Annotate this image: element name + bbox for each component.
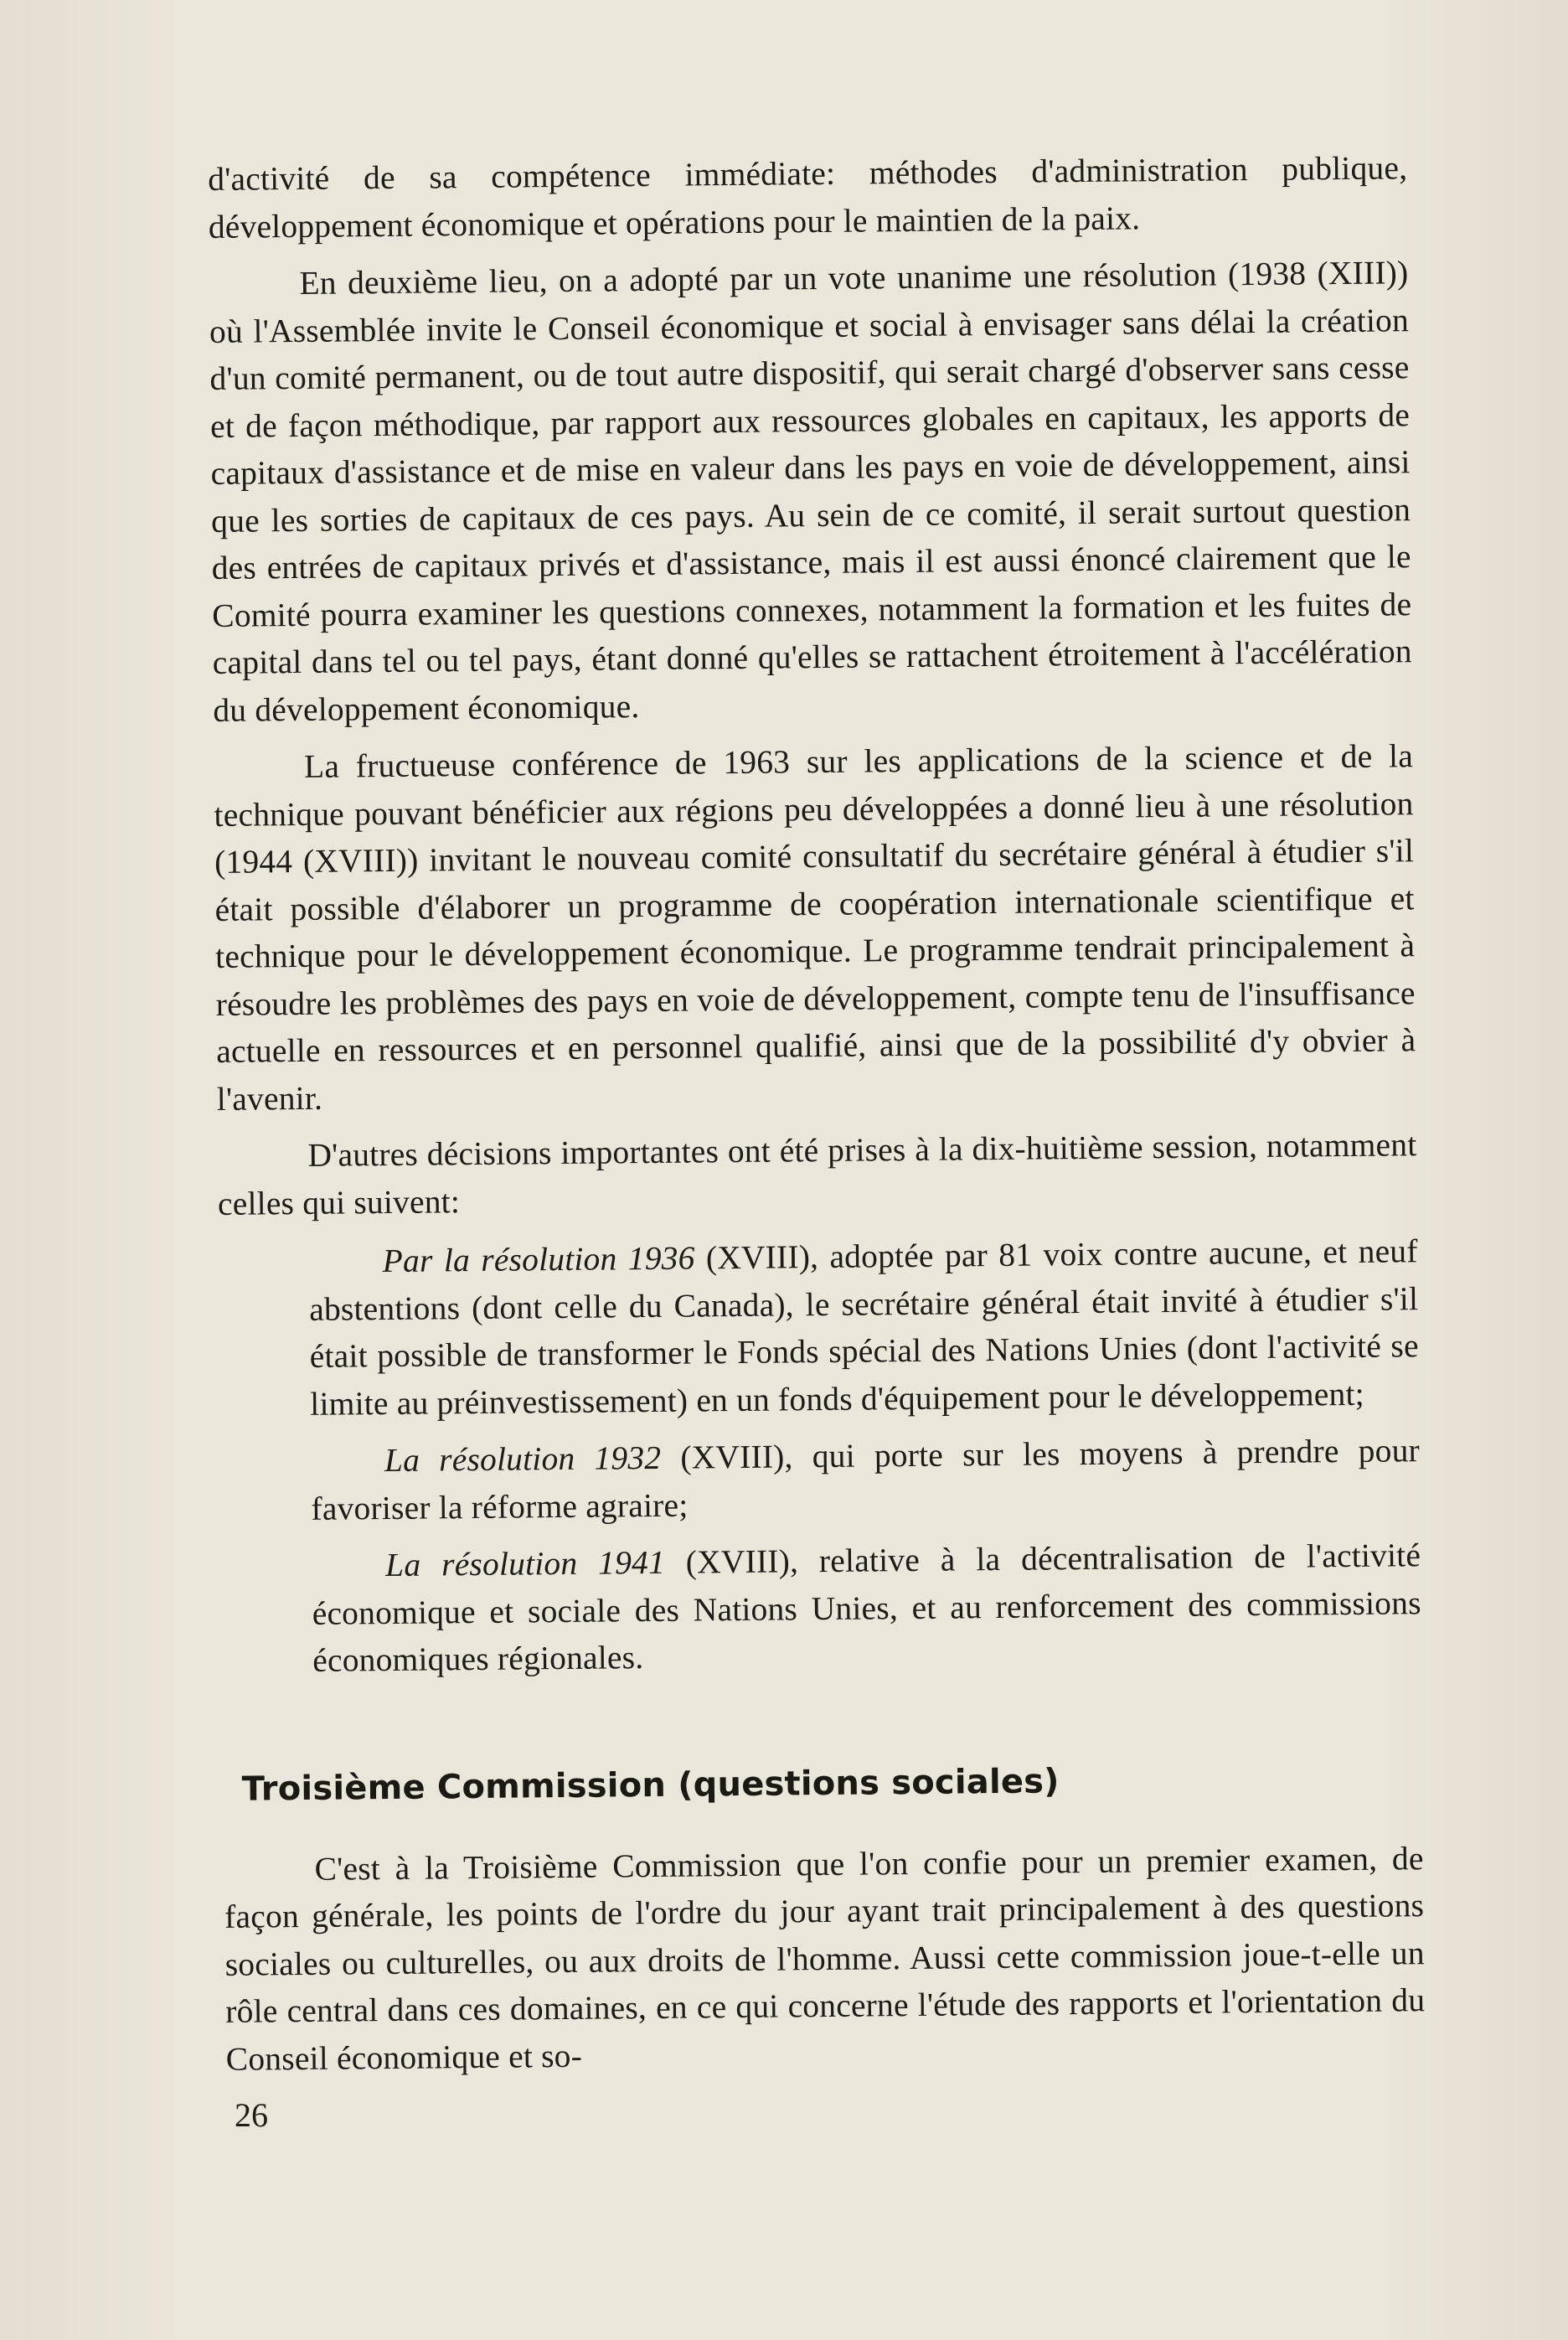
body-text xyxy=(208,144,1426,2083)
resolution-item-text: (XVIII), relative à la décentralisation de l'activité économique et sociale des Nations Unies, et au renforcement des commissions économiques régionales. xyxy=(312,1537,1421,1679)
paragraph-other-decisions: D'autres décisions importantes ont été prises à la dix-huitième session, notamment celles qui suivent: xyxy=(217,1126,1417,1222)
resolution-item-text: (XVIII), adoptée par 81 voix contre aucune, et neuf abstentions (dont celle du Canada), le secrétaire général était invité à étudier s'il était possible de transformer le Fonds spécial des Nations Unies (dont l'activité se limite au préinvestissement) en un fonds d'équipement pour le développement; xyxy=(309,1232,1419,1423)
section-paragraph: C'est à la Troisième Commission que l'on confie pour un premier examen, de façon générale, les points de l'ordre du jour ayant trait principalement à des questions sociales ou culturelles, ou aux droits de l'homme. Aussi cette commission joue-t-elle un rôle central dans ces domaines, en ce qui concerne l'étude des rapports et l'orientation du Conseil économique et so- xyxy=(224,1839,1426,2078)
paragraph-conference-1963: La fructueuse conférence de 1963 sur les applications de la science et de la technique pouvant bénéficier aux régions peu développées a donné lieu à une résolution (1944 (XVIII)) invitant le nouveau comité consultatif du secrétaire général à étudier s'il était possible d'élaborer un programme de coopération internationale scientifique et technique pour le développement économique. Le programme tendrait principalement à résoudre les problèmes des pays en voie de développement, compte tenu de l'insuffisance actuelle en ressources et en personnel qualifié, ainsi que de la possibilité d'y obvier à l'avenir. xyxy=(214,737,1416,1118)
resolution-item-text: (XVIII), qui porte sur les moyens à prendre pour favoriser la réforme agraire; xyxy=(311,1432,1421,1527)
resolution-item-1932 xyxy=(311,1427,1421,1532)
page-number: 26 xyxy=(235,2096,268,2134)
paragraph-continuation: d'activité de sa compétence immédiate: méthodes d'administration publique, développement économique et opérations pour le maintien de la paix. xyxy=(208,149,1408,245)
resolution-item-1941 xyxy=(312,1532,1422,1684)
resolution-item-lead: La résolution 1941 xyxy=(384,1543,666,1584)
resolution-item-lead: Par la résolution 1936 xyxy=(382,1239,695,1280)
section-heading: Troisième Commission (questions sociales) xyxy=(241,1761,1060,1809)
paragraph-resolution-1938: En deuxième lieu, on a adopté par un vote unanime une résolution (1938 (XIII)) où l'Assemblée invite le Conseil économique et social à envisager sans délai la création d'un comité permanent, ou de tout autre dispositif, qui serait chargé d'observer sans cesse et de façon méthodique, par rapport aux ressources globales en capitaux, les apports de capitaux d'assistance et de mise en valeur dans les pays en voie de développement, ainsi que les sorties de capitaux de ces pays. Au sein de ce comité, il serait surtout question des entrées de capitaux privés et d'assistance, mais il est aussi énoncé clairement que le Comité pourra examiner les questions connexes, notamment la formation et les fuites de capital dans tel ou tel pays, étant donné qu'elles se rattachent étroitement à l'accélération du développement économique. xyxy=(209,254,1412,729)
resolution-item-lead: La résolution 1932 xyxy=(384,1439,662,1480)
resolution-item-1936 xyxy=(308,1227,1419,1428)
